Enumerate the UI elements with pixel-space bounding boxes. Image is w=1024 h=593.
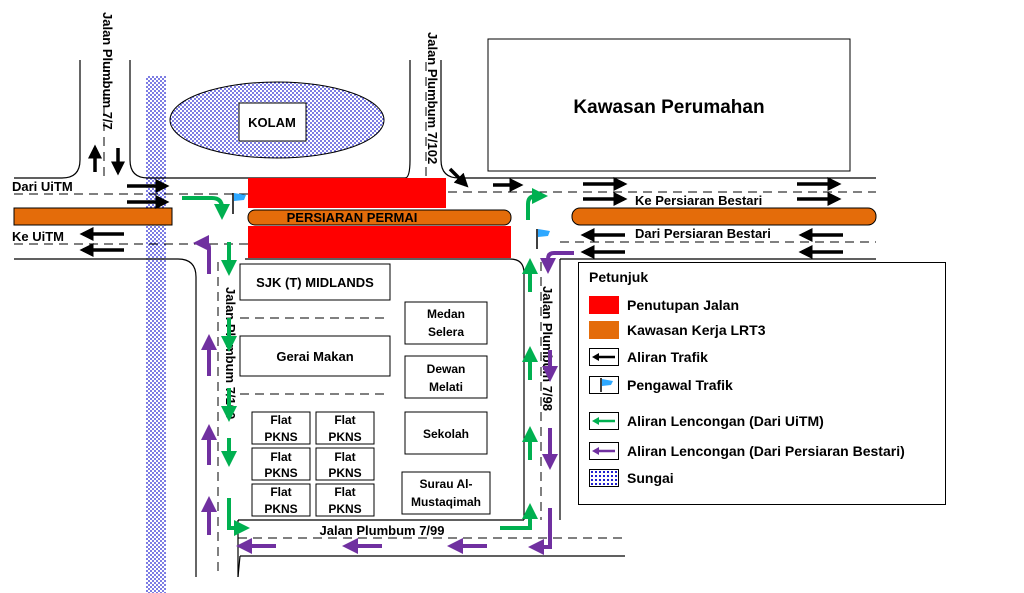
flat-label: PKNS xyxy=(328,466,362,480)
gerai-label: Gerai Makan xyxy=(276,349,354,364)
green-arrow-icon xyxy=(589,412,619,430)
jalan-7-100-label: Jalan Plumbum 7/100 xyxy=(223,287,238,420)
legend-label: Aliran Lencongan (Dari UiTM) xyxy=(627,413,824,429)
ke-bestari-label: Ke Persiaran Bestari xyxy=(635,193,763,208)
green-arrow xyxy=(182,198,222,216)
lrt-swatch-icon xyxy=(589,321,619,339)
legend xyxy=(578,262,946,505)
legend-label: Aliran Lencongan (Dari Persiaran Bestari) xyxy=(627,443,905,459)
flat-label: Flat xyxy=(270,413,292,427)
purple-arrow-icon xyxy=(589,442,619,460)
legend-item-sungai xyxy=(589,468,674,488)
legend-label: Aliran Trafik xyxy=(627,349,708,365)
jalan-7-98-label: Jalan Plumbum 7/98 xyxy=(540,286,555,411)
legend-item-penutupan xyxy=(589,295,739,315)
closure-swatch-icon xyxy=(589,296,619,314)
jalan-7-7-label: Jalan Plumbum 7/7 xyxy=(100,12,115,130)
dewan-label-1: Dewan xyxy=(426,362,466,376)
flag-icon xyxy=(589,376,619,394)
legend-label: Sungai xyxy=(627,470,674,486)
legend-item-pengawal xyxy=(589,375,733,395)
purple-arrow xyxy=(532,508,550,547)
flag-icon xyxy=(537,229,550,249)
sjk-label: SJK (T) MIDLANDS xyxy=(256,275,374,290)
flat-label: PKNS xyxy=(264,502,298,516)
flat-label: PKNS xyxy=(264,430,298,444)
dewan-label-2: Melati xyxy=(428,380,464,394)
surau-label-2: Mustaqimah xyxy=(410,495,482,509)
green-arrow xyxy=(500,507,530,528)
flat-label: PKNS xyxy=(264,466,298,480)
flat-label: Flat xyxy=(334,485,356,499)
medan-label-1: Medan xyxy=(426,307,466,321)
lrt-work-area-left xyxy=(14,208,172,225)
river xyxy=(146,76,166,593)
green-arrow xyxy=(528,196,544,220)
flat-label: Flat xyxy=(270,485,292,499)
kolam-label: KOLAM xyxy=(248,115,296,130)
medan-label-2: Selera xyxy=(427,325,465,339)
black-arrow-icon xyxy=(589,348,619,366)
jalan-7-99-label: Jalan Plumbum 7/99 xyxy=(319,523,445,538)
legend-item-green xyxy=(589,411,824,431)
flat-label: Flat xyxy=(270,450,292,464)
ke-uitm-label: Ke UiTM xyxy=(12,229,64,244)
dari-bestari-label: Dari Persiaran Bestari xyxy=(635,226,771,241)
legend-item-purple xyxy=(589,441,905,461)
road-closure-lower xyxy=(248,226,511,258)
legend-item-lrt xyxy=(589,320,766,340)
housing-label: Kawasan Perumahan xyxy=(573,97,765,118)
road-closure-upper xyxy=(248,178,446,208)
persiaran-permai-label: PERSIARAN PERMAI xyxy=(286,210,418,225)
lrt-work-area-right xyxy=(572,208,876,225)
flag-icon xyxy=(233,193,246,214)
jalan-7-102-label: Jalan Plumbum 7/102 xyxy=(425,32,440,165)
flat-label: Flat xyxy=(334,450,356,464)
legend-label: Pengawal Trafik xyxy=(627,377,733,393)
surau-label-1: Surau Al- xyxy=(419,477,473,491)
legend-label: Kawasan Kerja LRT3 xyxy=(627,322,766,338)
flat-label: PKNS xyxy=(328,430,362,444)
legend-title: Petunjuk xyxy=(589,269,649,285)
legend-label: Penutupan Jalan xyxy=(627,297,740,313)
river-swatch-icon xyxy=(589,469,619,487)
flat-label: Flat xyxy=(334,413,356,427)
dari-uitm-label: Dari UiTM xyxy=(12,179,73,194)
purple-arrow xyxy=(548,253,574,270)
legend-item-aliran xyxy=(589,347,708,367)
flat-label: PKNS xyxy=(328,502,362,516)
purple-arrow xyxy=(197,243,209,274)
sekolah-label: Sekolah xyxy=(422,427,470,441)
